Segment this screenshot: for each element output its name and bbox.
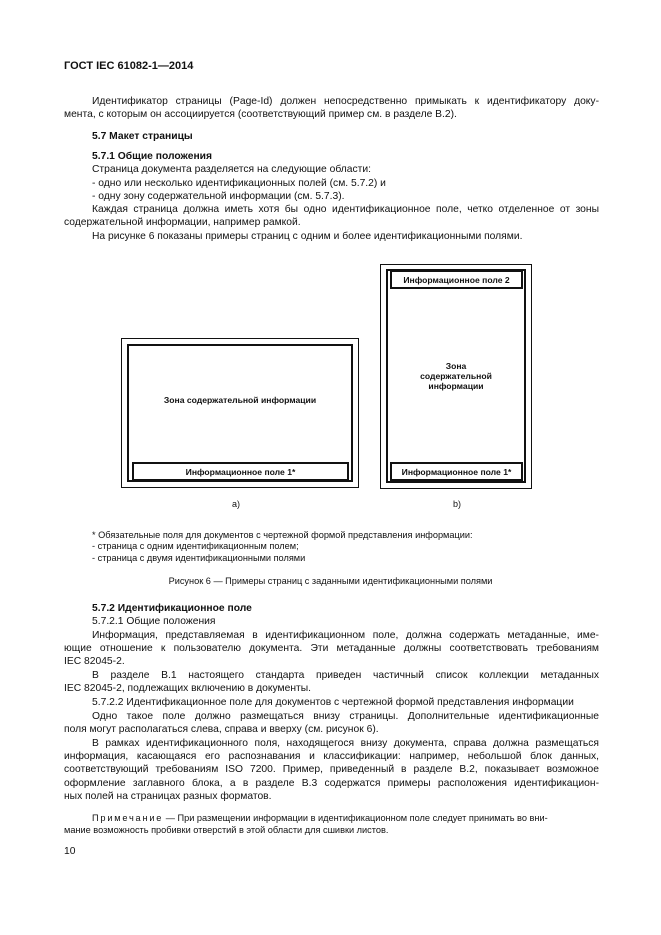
note-label: Примечание [92, 813, 164, 823]
body-line: ющие отношение к пользователю документа. Эти метаданные должны соответствовать требованиям [64, 643, 599, 654]
body-line: Каждая страница должна иметь хотя бы одно идентификационное поле, четко отделенное от зоны [92, 204, 599, 215]
figure-b-id-field-top: Информационное поле 2 [390, 270, 523, 289]
document-code: ГОСТ IEC 61082-1—2014 [64, 60, 194, 72]
body-line: Информация, представляемая в идентификационном поле, должна содержать метаданные, име- [92, 630, 599, 641]
body-line: IEC 82045-2, подлежащих включению в документы. [64, 683, 311, 694]
body-line: В разделе В.1 настоящего стандарта приведен частичный список коллекции метаданных [92, 670, 599, 681]
figure-a-label: a) [232, 499, 241, 509]
body-line: В рамках идентификационного поля, находящегося внизу документа, справа должна размещаться [92, 738, 599, 749]
body-line: IEC 82045-2. [64, 656, 125, 667]
figure-footnote-line: - страница с одним идентификационным полем; [92, 541, 299, 551]
body-line: ных полей на страницах разных форматов. [64, 791, 272, 802]
intro-line-2: мента, с которым он ассоциируется (соответствующий пример см. в разделе В.2). [64, 109, 457, 120]
figure-b-content-zone-line: информации [428, 381, 484, 391]
body-line: поля могут располагаться слева, справа и вверху (см. рисунок 6). [64, 724, 379, 735]
figure-b-label: b) [453, 499, 462, 509]
figure-b-id-field-bottom: Информационное поле 1* [390, 462, 523, 481]
section-5-7-1-title: 5.7.1 Общие положения [92, 151, 212, 162]
body-line: информация, касающаяся его распознавания и классификации: например, небольшой блок данных, [64, 751, 599, 762]
figure-footnote-line: * Обязательные поля для документов с чертежной формой представления информации: [92, 530, 473, 540]
figure-caption: Рисунок 6 — Примеры страниц с заданными идентификационными полями [168, 576, 493, 586]
figure-a-id-field: Информационное поле 1* [132, 462, 349, 481]
body-line: оформление заглавного блока, а в разделе В.3 содержатся примеры расположения идентификацион- [64, 778, 599, 789]
page-number: 10 [64, 846, 76, 857]
note-text: — При размещении информации в идентификационном поле следует принимать во вни- [163, 813, 548, 823]
note-line-1 [92, 812, 548, 824]
figure-a-content-zone: Зона содержательной информации [163, 395, 317, 405]
intro-line-1: Идентификатор страницы (Page-Id) должен непосредственно примыкать к идентификатору доку- [92, 96, 599, 107]
body-line: На рисунке 6 показаны примеры страниц с одним и более идентификационными полями. [92, 231, 523, 242]
body-line: - одно или несколько идентификационных полей (см. 5.7.2) и [92, 178, 386, 189]
section-5-7-2-1-title: 5.7.2.1 Общие положения [92, 616, 216, 627]
body-line: содержательной информации, например рамкой. [64, 217, 301, 228]
section-5-7-title: 5.7 Макет страницы [92, 131, 193, 142]
figure-b-content-zone-line: содержательной [420, 371, 492, 381]
body-line: Одно такое поле должно размещаться внизу страницы. Дополнительные идентификационные [92, 711, 599, 722]
section-5-7-2-2-title: 5.7.2.2 Идентификационное поле для документов с чертежной формой представления информации [92, 697, 574, 708]
body-line: - одну зону содержательной информации (см. 5.7.3). [92, 191, 345, 202]
note-line-2: мание возможность пробивки отверстий в этой области для сшивки листов. [64, 825, 389, 835]
figure-b-content-zone-line: Зона [445, 361, 467, 371]
figure-footnote-line: - страница с двумя идентификационными полями [92, 553, 306, 563]
body-line: соответствующий требованиям ISO 7200. Пример, приведенный в разделе В.2, показывает возможное [64, 764, 599, 775]
section-5-7-2-title: 5.7.2 Идентификационное поле [92, 603, 252, 614]
body-line: Страница документа разделяется на следующие области: [92, 164, 371, 175]
